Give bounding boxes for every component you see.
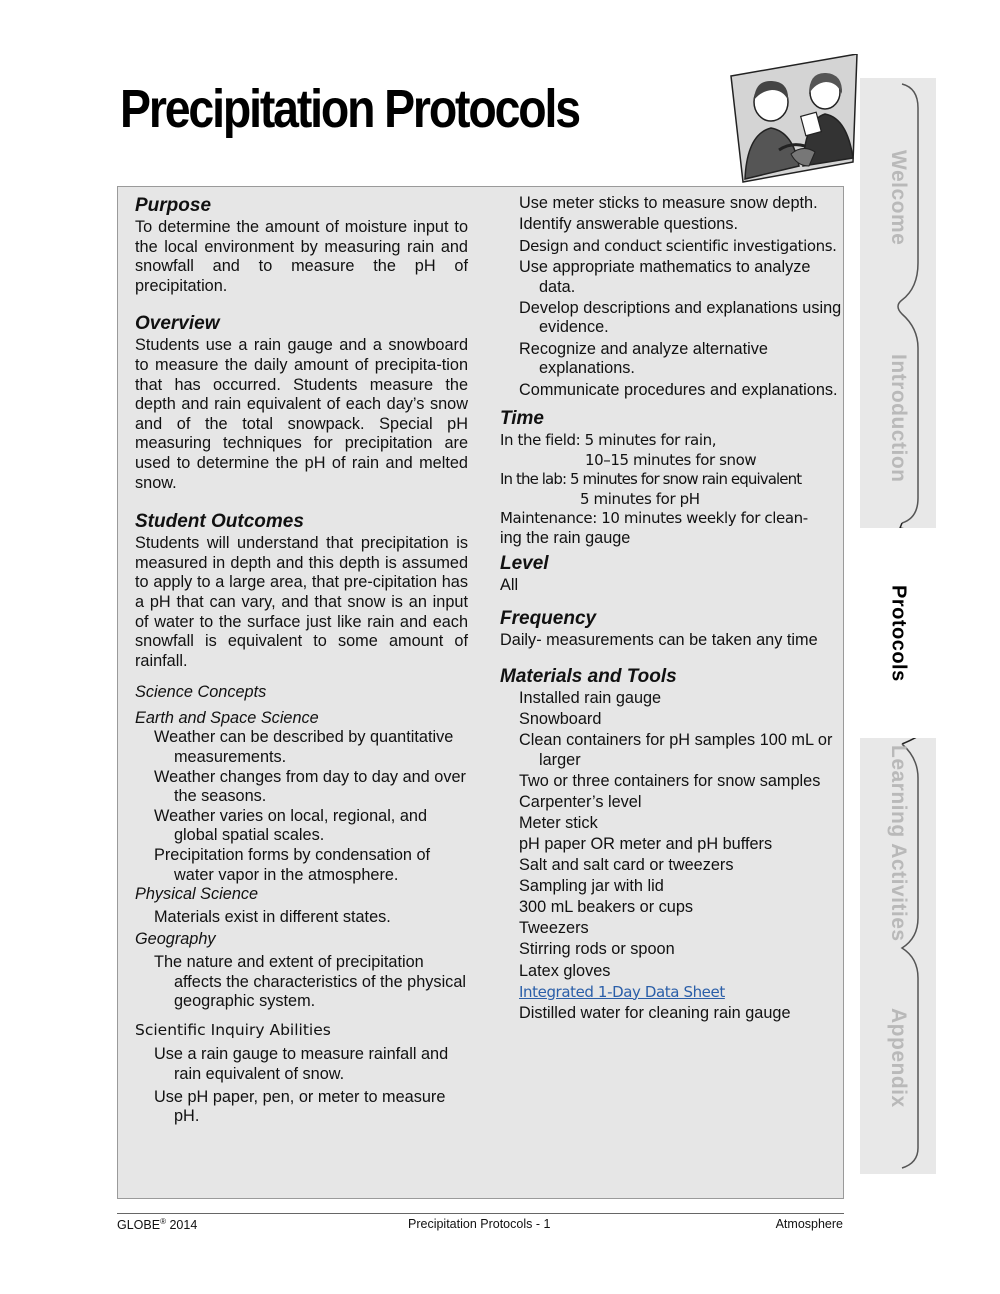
list-item: Meter stick [519,813,598,832]
list-item: Weather varies on local, regional, and global spatial scales. [154,806,428,845]
list-item: Materials exist in different states. [154,907,391,926]
geography-list [154,953,468,1012]
list-item: pH paper OR meter and pH buffers [519,834,773,853]
list-item: Develop descriptions and explanations using evidence. [519,299,842,337]
physical-science-label: Physical Science [135,885,259,904]
list-item: Distilled water for cleaning rain gauge [519,1003,791,1022]
list-item: Latex gloves [519,961,611,980]
page-title: Precipitation Protocols [120,79,579,139]
list-item: Identify answerable questions. [519,215,739,234]
time-field-line-2: 10–15 minutes for snow [585,450,757,469]
list-item: Clean containers for pH samples 100 mL or larger [519,731,833,769]
time-heading: Time [500,408,545,430]
level-heading: Level [500,552,549,574]
footer-section: Atmosphere [775,1217,843,1231]
time-maintenance-line-2: ing the rain gauge [500,529,631,548]
list-item: Weather can be described by quantitative measurements. [154,728,454,767]
list-item: Carpenter’s level [519,792,642,811]
list-item: Salt and salt card or tweezers [519,856,734,875]
list-item: Snowboard [519,709,602,728]
list-item: Recognize and analyze alternative explanations. [519,339,768,378]
footer-page-label: Precipitation Protocols - 1 [408,1217,551,1231]
materials-list [519,689,845,1024]
list-item: The nature and extent of precipitation affects the characteristics of the physical geographic system. [154,953,466,1011]
list-item: Installed rain gauge [519,688,662,707]
list-item: Use a rain gauge to measure rainfall and rain equivalent of snow. [154,1045,449,1083]
overview-text: Students use a rain gauge and a snowboard to measure the daily amount of precipita-tion that has occurred. Students measure the depth and rain equivalent of each day’s snow and of the total snowpack. Special pH measuring techniques for precipitation are used to determine the pH of rain and melted snow. [135,336,468,492]
outcomes-heading: Student Outcomes [135,511,304,533]
level-text: All [500,575,519,594]
tab-learning-activities[interactable]: Learning Activities [887,744,910,942]
outcomes-text: Students will understand that precipitation is measured in depth and this depth is assumed to apply to a large area, that pre-cipitation has a pH that can vary, and that snow is an input of water to the surface just like rain and each snowfall is equivalent to some amount of rainfall. [135,534,468,670]
time-maintenance-line: Maintenance: 10 minutes weekly for clean- [500,509,808,528]
inquiry-list-right [519,194,845,400]
footer-rule [117,1213,844,1214]
list-item: Communicate procedures and explanations. [519,380,838,399]
list-item: Precipitation forms by condensation of water vapor in the atmosphere. [154,846,431,884]
data-sheet-link[interactable]: Integrated 1-Day Data Sheet [519,982,725,1001]
science-concepts-label: Science Concepts [135,683,267,702]
overview-heading: Overview [135,313,220,335]
footer-left: GLOBE® 2014 [117,1217,198,1233]
time-lab-line: In the lab: 5 minutes for snow rain equivalent [500,470,802,489]
list-item: Stirring rods or spoon [519,940,675,959]
time-lab-line-2: 5 minutes for pH [580,489,700,508]
tab-welcome[interactable]: Welcome [887,150,910,246]
inquiry-list-left [154,1045,468,1126]
purpose-text: To determine the amount of moisture input to the local environment by measuring rain and snowfall and to measure the pH of precipitation. [135,218,468,295]
list-item: Use appropriate mathematics to analyze data. [519,258,811,296]
frequency-text: Daily- measurements can be taken any time [500,631,818,650]
list-item: Sampling jar with lid [519,877,664,896]
tab-introduction[interactable]: Introduction [887,353,910,483]
earth-space-label: Earth and Space Science [135,708,319,727]
list-item: Use meter sticks to measure snow depth. [519,194,818,212]
purpose-heading: Purpose [135,195,212,216]
section-tabs [860,78,936,1174]
students-illustration [725,54,860,186]
list-item: Use pH paper, pen, or meter to measure pH. [154,1087,446,1126]
earth-space-list [154,728,468,885]
list-item: Two or three containers for snow samples [519,771,821,790]
tab-appendix[interactable]: Appendix [887,1008,910,1108]
list-item: Weather changes from day to day and over the seasons. [154,767,466,806]
tab-protocols[interactable]: Protocols [860,528,936,738]
geography-label: Geography [135,930,216,949]
frequency-heading: Frequency [500,608,597,630]
time-field-line: In the field: 5 minutes for rain, [500,431,717,450]
right-column [500,194,845,1023]
list-item: Tweezers [519,919,589,938]
materials-heading: Materials and Tools [500,665,677,687]
inquiry-label: Scientific Inquiry Abilities [135,1020,331,1039]
physical-science-list [154,908,468,928]
list-item: Design and conduct scientific investigations. [519,236,837,255]
list-item: 300 mL beakers or cups [519,898,694,917]
left-column [135,194,468,1127]
